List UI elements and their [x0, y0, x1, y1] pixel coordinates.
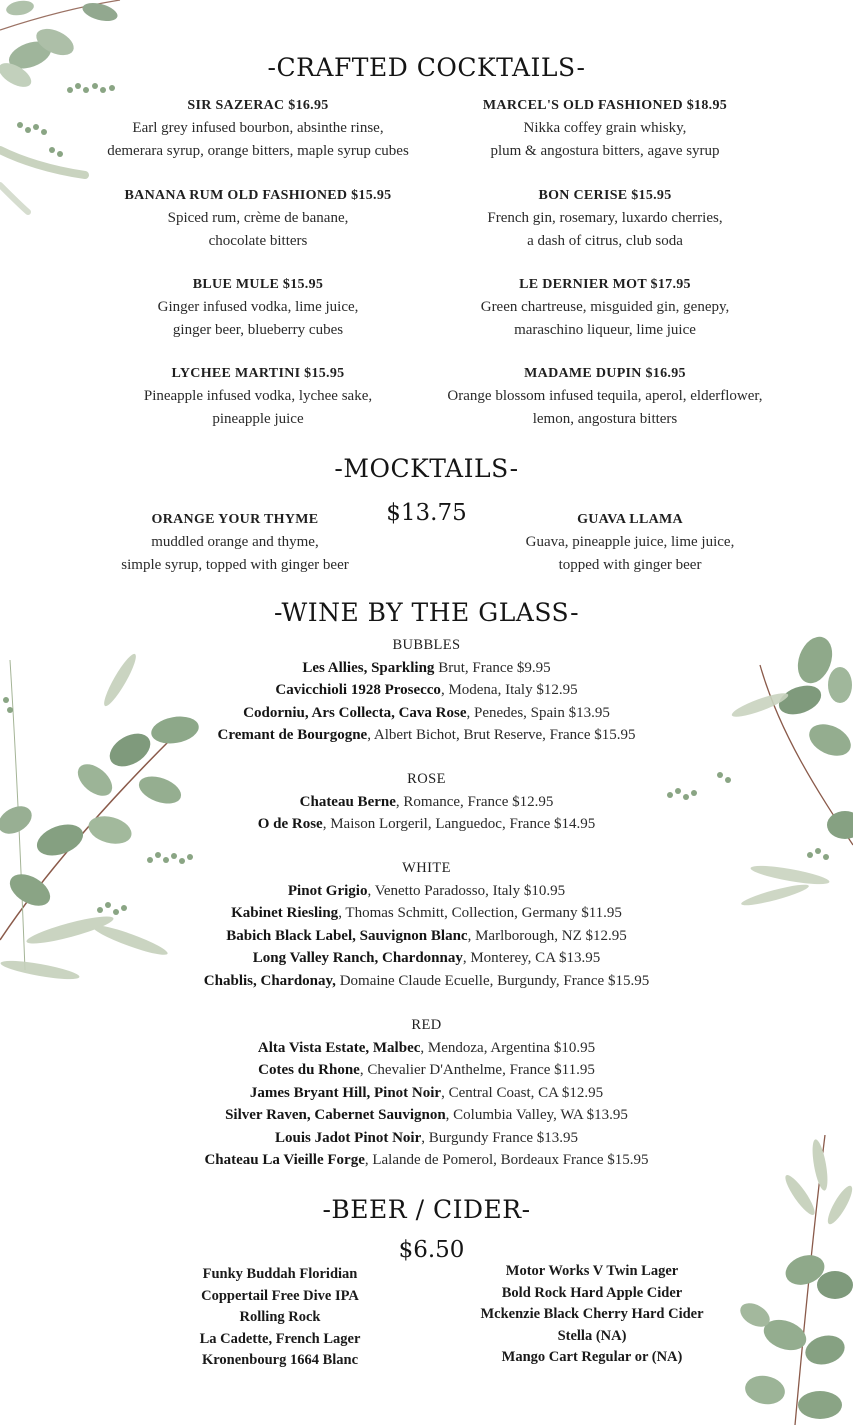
beer-item: Coppertail Free Dive IPA	[201, 1287, 359, 1304]
beer-item: Bold Rock Hard Apple Cider	[501, 1284, 683, 1301]
beer-list-left	[160, 1264, 400, 1372]
cocktail-name: BLUE MULE $15.95	[192, 277, 324, 292]
beer-item: La Cadette, French Lager	[199, 1330, 361, 1347]
beer-price: $6.50	[398, 1237, 465, 1263]
wine-item: Codorniu, Ars Collecta, Cava Rose, Penedes, Spain $13.95	[243, 704, 610, 721]
mocktails-price: $13.75	[386, 500, 467, 526]
mocktail-orange-your-thyme	[95, 509, 375, 576]
cocktail-desc: demerara syrup, orange bitters, maple syrup cubes	[107, 142, 409, 159]
wine-item: Cotes du Rhone, Chevalier D'Anthelme, France $11.95	[258, 1062, 595, 1078]
eucalyptus-bottom-right-decoration	[725, 1135, 853, 1425]
cocktail-desc: maraschino liqueur, lime juice	[514, 321, 696, 338]
beer-item: Rolling Rock	[239, 1309, 321, 1326]
wine-category-red: RED	[411, 1017, 442, 1033]
cocktail-desc: chocolate bitters	[208, 232, 308, 249]
mocktail-desc: Guava, pineapple juice, lime juice,	[525, 534, 735, 550]
mocktail-desc: topped with ginger beer	[558, 556, 702, 573]
cocktail-banana-rum	[88, 185, 428, 252]
cocktail-desc: Nikka coffey grain whisky,	[523, 120, 687, 136]
beer-title: -BEER / CIDER-	[322, 1195, 531, 1224]
cocktail-desc: Ginger infused vodka, lime juice,	[157, 299, 359, 315]
wine-rose-section	[0, 768, 853, 836]
wine-item: Babich Black Label, Sauvignon Blanc, Marlborough, NZ $12.95	[226, 927, 627, 944]
wine-item: Pinot Grigio, Venetto Paradosso, Italy $10.95	[287, 882, 566, 899]
cocktail-desc: French gin, rosemary, luxardo cherries,	[487, 210, 723, 226]
cocktail-bon-cerise	[425, 185, 785, 252]
wine-item: Silver Raven, Cabernet Sauvignon, Columbia Valley, WA $13.95	[225, 1107, 628, 1123]
mocktail-name: GUAVA LLAMA	[577, 512, 683, 527]
mocktail-guava-llama	[495, 509, 765, 576]
wine-white-section	[0, 857, 853, 992]
cocktail-desc: plum & angostura bitters, agave syrup	[490, 142, 720, 159]
wine-bubbles-section	[0, 634, 853, 747]
beer-item: Mckenzie Black Cherry Hard Cider	[480, 1306, 704, 1323]
cocktail-desc: Orange blossom infused tequila, aperol, elderflower,	[447, 388, 763, 404]
mocktail-desc: muddled orange and thyme,	[151, 534, 319, 550]
beer-item: Funky Buddah Floridian	[202, 1266, 358, 1282]
mocktail-name: ORANGE YOUR THYME	[151, 512, 319, 527]
cocktail-name: MADAME DUPIN $16.95	[524, 366, 686, 381]
wine-item: Long Valley Ranch, Chardonnay, Monterey, CA $13.95	[252, 950, 601, 966]
beer-item: Kronenbourg 1664 Blanc	[201, 1352, 359, 1369]
cocktail-madame-dupin	[425, 363, 785, 430]
wine-item: Chablis, Chardonay, Domaine Claude Ecuelle, Burgundy, France $15.95	[203, 972, 650, 989]
wine-item: Chateau La Vieille Forge, Lalande de Pomerol, Bordeaux France $15.95	[204, 1152, 649, 1168]
cocktails-title: -CRAFTED COCKTAILS-	[267, 53, 586, 82]
cocktail-desc: lemon, angostura bitters	[532, 410, 678, 427]
cocktail-name: MARCEL'S OLD FASHIONED $18.95	[482, 98, 728, 113]
wine-category-rose: ROSE	[407, 771, 446, 787]
cocktail-le-dernier-mot	[425, 274, 785, 341]
cocktail-desc: Pineapple infused vodka, lychee sake,	[143, 388, 373, 404]
cocktail-sir-sazerac	[88, 95, 428, 162]
wine-category-bubbles: BUBBLES	[392, 637, 461, 653]
wine-red-section	[0, 1014, 853, 1172]
cocktail-lychee-martini	[88, 363, 428, 430]
cocktail-desc: a dash of citrus, club soda	[527, 232, 683, 249]
cocktail-desc: pineapple juice	[212, 410, 304, 427]
cocktail-blue-mule	[88, 274, 428, 341]
cocktail-name: LYCHEE MARTINI $15.95	[171, 366, 345, 381]
beer-list-right	[462, 1261, 722, 1369]
wine-item: O de Rose, Maison Lorgeril, Languedoc, France $14.95	[257, 816, 596, 832]
cocktail-desc: ginger beer, blueberry cubes	[172, 321, 344, 338]
cocktail-name: SIR SAZERAC $16.95	[187, 98, 329, 113]
cocktail-name: LE DERNIER MOT $17.95	[519, 277, 691, 292]
mocktail-desc: simple syrup, topped with ginger beer	[121, 556, 349, 573]
wine-item: Cavicchioli 1928 Prosecco, Modena, Italy $12.95	[275, 682, 578, 698]
wine-item: Louis Jadot Pinot Noir, Burgundy France $13.95	[274, 1129, 579, 1146]
wine-item: Alta Vista Estate, Malbec, Mendoza, Argentina $10.95	[257, 1039, 596, 1056]
cocktail-marcels-old-fashioned	[425, 95, 785, 162]
cocktail-desc: Earl grey infused bourbon, absinthe rinse,	[132, 120, 384, 136]
wine-item: James Bryant Hill, Pinot Noir, Central Coast, CA $12.95	[249, 1084, 604, 1101]
beer-item: Mango Cart Regular or (NA)	[501, 1349, 683, 1366]
cocktail-name: BANANA RUM OLD FASHIONED $15.95	[124, 188, 392, 203]
cocktail-desc: Green chartreuse, misguided gin, genepy,	[480, 299, 730, 315]
wine-item: Cremant de Bourgogne, Albert Bichot, Brut Reserve, France $15.95	[217, 727, 636, 743]
wine-item: Kabinet Riesling, Thomas Schmitt, Collection, Germany $11.95	[231, 905, 622, 921]
cocktail-desc: Spiced rum, crème de banane,	[167, 210, 349, 226]
wine-item: Chateau Berne, Romance, France $12.95	[299, 793, 554, 810]
cocktail-name: BON CERISE $15.95	[538, 188, 672, 203]
mocktails-title: -MOCKTAILS-	[334, 454, 519, 483]
wine-title: -WINE BY THE GLASS-	[273, 598, 580, 627]
beer-item: Motor Works V Twin Lager	[505, 1263, 679, 1279]
beer-item: Stella (NA)	[557, 1327, 627, 1344]
wine-category-white: WHITE	[402, 860, 451, 876]
wine-item: Les Allies, Sparkling Brut, France $9.95	[302, 659, 551, 676]
